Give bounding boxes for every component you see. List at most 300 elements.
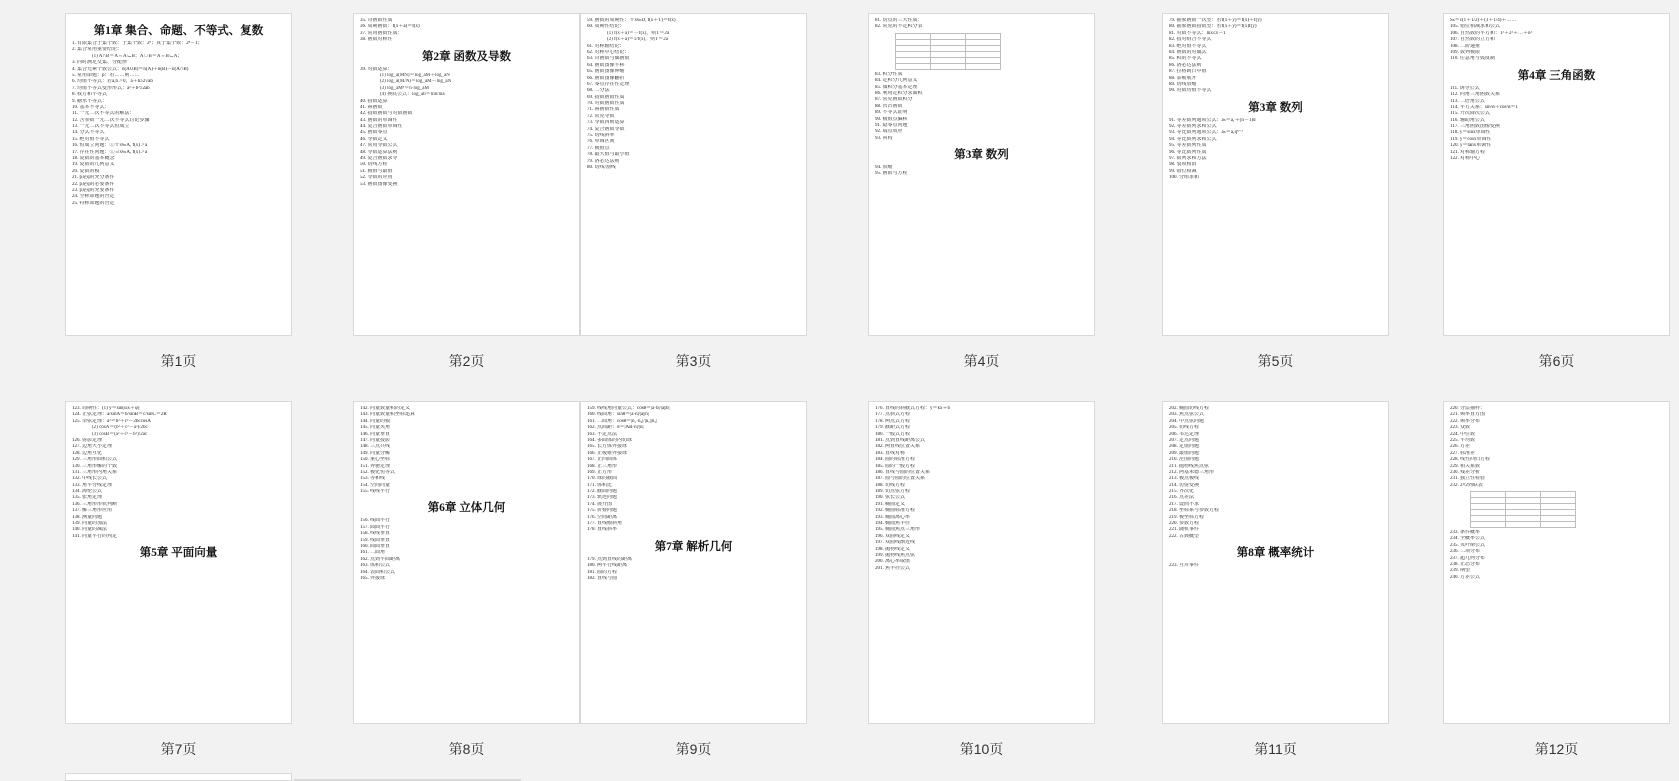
formula-line: 157. 面面平行: [360, 524, 391, 530]
formula-line: 178. 直线斜率: [587, 527, 618, 533]
formula-line: 125. 余弦定理：a²＝b²＋c²－2bccosA: [72, 418, 151, 424]
formula-line: 180. 一般式方程: [875, 431, 911, 437]
formula-line: 217. 设而不求: [1169, 501, 1200, 507]
formula-line: 42. 指数函数与对数函数: [360, 111, 413, 117]
formula-line: 206. 韦达定理: [1169, 431, 1200, 437]
formula-line: 94. 等比数列求和公式: [1169, 136, 1217, 142]
formula-line: 92. 端点效应: [875, 129, 903, 135]
formula-line: 81. 切点的三大性质：: [875, 18, 923, 23]
formula-line: 121. 对称轴方程: [1450, 149, 1486, 155]
formula-line: 43. 函数的单调性: [360, 117, 398, 123]
formula-line: 51. 极值与最值: [360, 168, 393, 174]
formula-line: 171. 体积比: [587, 482, 613, 488]
formula-line: (2) cosA＝(b²＋c²－a²)/2bc: [92, 425, 148, 431]
chapter-heading: 第4章 三角函数: [1517, 69, 1596, 82]
formula-line: 64. 函数图像平移: [587, 62, 625, 68]
formula-line: 70. 对数函数性质: [587, 101, 625, 107]
formula-line: 19. 复数的几何意义: [72, 162, 115, 168]
formula-line: (3) cosB＝(a²＋c²－b²)/2ac: [92, 431, 148, 437]
formula-line: (3) log_aMⁿ＝n·log_aM: [380, 85, 429, 91]
formula-line: 181. 圆的方程: [587, 569, 618, 575]
formula-line: 225. 平均数: [1450, 437, 1476, 443]
formula-line: 234. 全概率公式: [1450, 536, 1486, 542]
formula-line: 99. 错位相减: [1169, 168, 1197, 174]
page-content: [581, 14, 806, 335]
formula-line: 10. 基本不等式：: [72, 104, 110, 110]
formula-line: 73. 导数四则运算: [587, 120, 625, 126]
formula-line: 199. 抛物线焦点弦: [875, 552, 916, 558]
formula-line: 205. 切线方程: [1169, 425, 1200, 431]
page-thumbnail[interactable]: [1162, 401, 1389, 724]
formula-line: 238. 正态分布: [1450, 562, 1481, 568]
formula-line: 115. 升次降次公式: [1450, 111, 1490, 117]
formula-line: 187. 圆与圆的位置关系: [875, 476, 926, 482]
formula-line: 44. 复合函数单调性: [360, 124, 403, 130]
formula-line: 120. y＝tanx单调性: [1450, 143, 1492, 149]
formula-line: 190. 弦长公式: [875, 495, 906, 501]
formula-line: 14. 分式不等式: [72, 130, 105, 136]
formula-line: 126. 射影定理: [72, 437, 103, 443]
chapter-heading: 第5章 平面向量: [139, 547, 218, 560]
formula-line: 239. 期望: [1450, 568, 1471, 574]
formula-line: 96. 等比数列性质: [1169, 149, 1207, 155]
formula-line: 53. 函数图像变换: [360, 181, 398, 187]
formula-line: 95. 等差数列性质: [1169, 143, 1207, 149]
formula-line: 196. 双曲线定义: [875, 533, 911, 539]
formula-line: 84. 函数的对偶式: [1169, 49, 1207, 55]
formula-line: 108. 二阶递推: [1450, 43, 1481, 49]
page-thumbnail[interactable]: [1443, 13, 1670, 336]
formula-line: 197. 双曲线渐近线: [875, 540, 916, 546]
formula-line: 155. 线线平行: [360, 489, 391, 495]
formula-line: 66. 函数图像翻折: [587, 75, 625, 81]
formula-line: 63. 奇函数与偶函数: [587, 56, 630, 62]
formula-line: 78. 最大值与最小值: [587, 152, 630, 158]
formula-line: 223. 互斥事件: [1169, 563, 1200, 569]
formula-line: 144. 向量的模: [360, 418, 391, 424]
formula-line: 3. 同时满足交集、分配律: [72, 60, 128, 66]
formula-line: 210. 范围问题: [1169, 457, 1200, 463]
formula-line: 105. 错位相减求和公式: [1450, 24, 1501, 30]
formula-line: 61. 对称轴结论：: [587, 43, 625, 49]
formula-line: 82. 指对组合不等式: [1169, 37, 1212, 43]
formula-line: 158. 线线垂直: [360, 531, 391, 537]
formula-line: 20. 复数的模: [72, 168, 100, 174]
formula-line: 165. 外接球: [360, 575, 386, 581]
chapter-heading: 第3章 数列: [1248, 101, 1303, 114]
page-label[interactable]: 第2页: [448, 353, 485, 369]
formula-line: 188. 切线方程: [875, 482, 906, 488]
formula-line: 94. 放缩: [875, 165, 893, 171]
formula-line: 77. 极值点: [587, 145, 610, 151]
formula-line: 175. 折叠问题: [587, 508, 618, 514]
formula-line: 132. 中线长公式: [72, 476, 108, 482]
formula-line: 116. 辅助角公式: [1450, 117, 1485, 123]
formula-table: [895, 33, 1001, 70]
page-thumbnail[interactable]: [868, 13, 1095, 336]
formula-line: 124. 正弦定理：a/sinA＝b/sinB＝c/sinC＝2R: [72, 412, 167, 418]
formula-line: 130. 三角形解的个数: [72, 463, 118, 469]
formula-line: 160. 面面垂直: [360, 544, 391, 550]
chapter-heading: 第7章 解析几何: [654, 540, 733, 553]
formula-line: 65. 函数图像伸缩: [587, 69, 625, 75]
formula-line: 192. 椭圆标准方程: [875, 508, 916, 514]
formula-line: 12. 含参数一元二次不等式讨论步骤: [72, 117, 150, 123]
formula-line: 2. 集合常用重要结论：: [72, 47, 123, 53]
page-label[interactable]: 第12页: [1534, 741, 1579, 757]
formula-line: 67. 零点存在性定理: [587, 81, 630, 87]
formula-line: 235. 贝叶斯公式: [1450, 542, 1486, 548]
formula-line: (2) log_a(M/N)＝log_aM－log_aN: [380, 79, 452, 85]
formula-line: 68. 二分法: [587, 88, 610, 94]
formula-line: 229. 相关系数: [1450, 463, 1481, 469]
formula-line: 193. 椭圆离心率: [875, 514, 911, 520]
formula-line: 222. 古典概型: [1169, 533, 1200, 539]
formula-line: 35. 奇函数性质: [360, 18, 393, 23]
formula-line: 129. 三角形面积公式: [72, 457, 118, 463]
formula-line: 164. 表面积公式: [360, 569, 396, 575]
formula-line: 184. 圆的标准方程: [875, 457, 916, 463]
formula-line: 97. 数列求和方法: [1169, 156, 1207, 162]
formula-table: [1470, 491, 1576, 528]
formula-line: 24. 全称命题的否定: [72, 194, 115, 200]
formula-line: 100. 分组求和: [1169, 175, 1200, 181]
formula-line: 165. 长方体外接球: [587, 444, 628, 450]
formula-line: 80. 切线/割线: [587, 164, 616, 170]
page-label[interactable]: 第10页: [959, 741, 1004, 757]
formula-line: 93. 同构: [875, 135, 893, 141]
formula-line: 95. 函数与方程: [875, 171, 908, 177]
formula-line: 82. 常见的不定积分表: [875, 24, 923, 30]
formula-line: 228. 线性回归方程: [1450, 457, 1491, 463]
formula-line: 183. 直线对称: [875, 450, 906, 456]
formula-line: 138. 测量问题: [72, 514, 103, 520]
formula-line: 212. 阿基米德三角形: [1169, 469, 1215, 475]
formula-line: 162. 点到平面距离: [360, 556, 401, 562]
formula-line: 224. 中位数: [1450, 431, 1476, 437]
formula-line: 83. 积分性质: [875, 71, 903, 77]
formula-line: 240. 方差公式: [1450, 574, 1481, 580]
formula-line: 117. 三角函数图像变换: [1450, 124, 1500, 130]
formula-line: 135. 张角定理: [72, 495, 103, 501]
formula-line: 159. 线面垂直: [360, 537, 391, 543]
page-thumbnail-partial[interactable]: [65, 773, 292, 781]
formula-line: 15. 绝对值不等式: [72, 136, 110, 142]
formula-line: 142. 向量数量积的定义: [360, 406, 411, 411]
formula-line: 87. 常见函数积分: [875, 97, 913, 103]
page-content: [1163, 14, 1388, 335]
formula-line: 22. p是q的必要条件: [72, 181, 115, 187]
formula-line: 219. 极坐标方程: [1169, 514, 1205, 520]
formula-line: 195. 椭圆焦点三角形: [875, 527, 921, 533]
formula-line: 92. 等差数列求和公式: [1169, 124, 1217, 130]
formula-line: 87. 拉格朗日中值: [1169, 69, 1207, 75]
formula-line: 153. 等和线: [360, 476, 386, 482]
chapter-heading: 第2章 函数及导数: [421, 50, 512, 63]
formula-line: 17. 存在性问题：①∃x∈A, f(x)＞a: [72, 149, 148, 155]
formula-line: 23. p是q的充要条件: [72, 187, 115, 193]
formula-line: 152. 极化恒等式: [360, 469, 396, 475]
page-thumbnail[interactable]: [1443, 401, 1670, 724]
formula-line: 111. 诱导公式: [1450, 85, 1480, 91]
formula-line: 88. 凹凸函数: [875, 103, 903, 109]
formula-line: 159. 线线角向量公式：cosθ＝|a·b|/|a||b|: [587, 406, 670, 411]
formula-line: 93. 等比数列通项公式：aₙ＝a₁qⁿ⁻¹: [1169, 130, 1243, 136]
formula-line: 198. 抛物线定义: [875, 546, 911, 552]
page-content: [1444, 402, 1669, 723]
formula-line: 237. 超几何分布: [1450, 555, 1486, 561]
formula-line: 168. 正三角形: [587, 463, 618, 469]
formula-line: 59. 函数的周期性：∀x∈D, f(x＋T)＝f(x): [587, 18, 676, 23]
formula-line: 83. 绝对值不等式: [1169, 43, 1207, 49]
formula-line: 172. 截面问题: [587, 489, 618, 495]
formula-line: 226. 方差: [1450, 444, 1471, 450]
formula-line: 170. 球的截面: [587, 476, 618, 482]
formula-line: 113. 二倍角公式: [1450, 98, 1485, 104]
formula-line: 112. 同角三角函数关系: [1450, 92, 1500, 98]
formula-line: 41. 幂函数: [360, 104, 383, 110]
formula-line: 131. 三角形内角关系: [72, 469, 118, 475]
formula-line: 1. 有限集合子集个数：子集个数：2ⁿ；真子集个数：2ⁿ－1；: [72, 41, 203, 46]
formula-line: 84. 定积分几何意义: [875, 78, 918, 84]
formula-line: 147. 向量投影: [360, 437, 391, 443]
formula-line: 160. 线面角：sinθ＝|a·n|/|a||n|: [587, 412, 649, 418]
formula-line: 110. 任意角与弧度制: [1450, 56, 1495, 62]
formula-line: 223. 众数: [1450, 425, 1471, 431]
formula-line: 85. 积的不等式: [1169, 56, 1202, 62]
formula-line: 79. 洛必达法则: [587, 158, 620, 164]
chapter-heading: 第6章 立体几何: [427, 502, 506, 515]
formula-line: 36. 周期函数：f(x＋a)＝f(x): [360, 24, 420, 30]
formula-line: 69. 指数函数性质: [587, 94, 625, 100]
page-content: [66, 402, 291, 723]
formula-line: 114. 平方关系：sin²α＋cos²α＝1: [1450, 104, 1519, 110]
formula-line: 200. 离心率取值: [875, 559, 911, 565]
formula-line: 148. 三点共线: [360, 444, 391, 450]
page-content: [66, 14, 291, 335]
formula-line: 48. 导数运算法则: [360, 149, 398, 155]
formula-line: 37. 常用函数性质：: [360, 30, 403, 36]
page-label[interactable]: 第8页: [448, 741, 485, 757]
page-label[interactable]: 第6页: [1538, 353, 1575, 369]
formula-line: 133. 角平分线定理: [72, 482, 113, 488]
formula-line: 181. 点到直线距离公式: [875, 437, 926, 443]
formula-line: 13. 一元二次不等式恒成立: [72, 124, 130, 130]
page-label[interactable]: 第3页: [675, 353, 712, 369]
formula-line: 62. 对称中心结论：: [587, 49, 630, 55]
formula-line: 122. 对称中心: [1450, 156, 1481, 162]
formula-line: 21. p是q的充分条件: [72, 175, 115, 181]
formula-line: 232. 2×2列联表: [1450, 482, 1483, 488]
formula-line: 163. 不定点法: [587, 431, 618, 437]
formula-line: 47. 常用导数公式: [360, 143, 398, 149]
page-label[interactable]: 第5页: [1257, 353, 1294, 369]
formula-line: 150. 重心坐标: [360, 457, 391, 463]
formula-line: 177. 直线倾斜角: [587, 521, 623, 527]
formula-line: 85. 微积分基本定理: [875, 84, 918, 90]
formula-line: 203. 焦点弦公式: [1169, 412, 1205, 418]
page-content: [354, 14, 579, 335]
formula-line: 163. 体积公式: [360, 563, 391, 569]
formula-line: 91. 等差数列通项公式：aₙ＝a₁＋(n－1)d: [1169, 117, 1256, 123]
formula-line: 145. 向量夹角: [360, 425, 391, 431]
formula-line: 49. 复合函数求导: [360, 156, 398, 162]
formula-line: 161. 二面角: [360, 550, 386, 556]
page-content: [581, 402, 806, 723]
formula-line: 220. 分层抽样：: [1450, 406, 1486, 411]
formula-line: 218. 坐标系与参数方程: [1169, 508, 1220, 514]
formula-line: 123. 周期性：(1) y＝sin(ωx＋φ): [72, 406, 140, 411]
page-content: [1163, 402, 1388, 723]
formula-line: 89. 切线放缩: [1169, 81, 1197, 87]
formula-line: 156. 线面平行: [360, 518, 391, 524]
formula-line: 38. 函数对称性: [360, 37, 393, 43]
formula-line: 86. 利用定积分求面积: [875, 90, 923, 96]
formula-line: 176. 空间距离: [587, 514, 618, 520]
formula-line: 222. 频率分布: [1450, 418, 1481, 424]
formula-line: 72. 常见导数: [587, 113, 615, 119]
formula-line: 88. 泰勒展开: [1169, 75, 1197, 81]
formula-line: 143. 向量数量积坐标运算: [360, 412, 416, 418]
formula-line: 215. 齐次化: [1169, 489, 1195, 495]
formula-line: 164. 多面体的内切球: [587, 437, 633, 443]
formula-line: 71. 幂函数性质: [587, 107, 620, 113]
formula-line: 169. 正方形: [587, 469, 613, 475]
formula-line: 146. 向量垂直: [360, 431, 391, 437]
formula-line: 60. 周期性结论：: [587, 24, 625, 30]
page-label[interactable]: 第4页: [963, 353, 1000, 369]
formula-line: 74. 复合函数导数: [587, 126, 625, 132]
page-thumbnail[interactable]: [1162, 13, 1389, 336]
formula-line: 194. 椭圆焦半径: [875, 521, 911, 527]
formula-line: 149. 向量分解: [360, 450, 391, 456]
page-content: [1444, 14, 1669, 335]
page-label[interactable]: 第9页: [675, 741, 712, 757]
formula-line: 90. 极值点偏移: [875, 116, 908, 122]
formula-line: 7. 均值不等式变形形式：a²＋b²≥2ab: [72, 85, 150, 91]
formula-line: (1) f(x＋a)＝－f(x)，则T＝2a: [607, 30, 670, 36]
chapter-heading: 第8章 概率统计: [1236, 547, 1315, 560]
page-thumbnail[interactable]: [580, 13, 807, 336]
formula-line: 45. 函数零点: [360, 130, 388, 136]
formula-line: 76. 单调区间: [587, 139, 615, 145]
formula-line: 201. 焦半径公式: [875, 565, 911, 571]
formula-line: 75. 切线斜率: [587, 133, 615, 139]
formula-line: 39. 对数运算：: [360, 66, 393, 72]
page-thumbnail[interactable]: [353, 13, 580, 336]
formula-line: 176. 直线的斜截式方程：y＝kx＋b: [875, 406, 951, 411]
formula-line: 11. 一元二次不等式的解法：: [72, 111, 135, 117]
formula-line: 6. 均值不等式：若a,b＞0，a＋b≥2√ab: [72, 79, 153, 85]
formula-line: 139. 向量的加法: [72, 521, 108, 527]
formula-line: 4. 集合元素个数公式：n(A∪B)＝n(A)＋n(B)－n(A∩B): [72, 66, 189, 72]
formula-line: (1) log_a(MN)＝log_aM＋log_aN: [380, 72, 450, 78]
formula-line: 220. 参数方程: [1169, 521, 1200, 527]
formula-line: (4) 换底公式：log_ab＝lnb/lna: [380, 92, 445, 98]
formula-line: Sₙ＝c(1＋1/2)＋(1＋1/4)＋……: [1450, 18, 1517, 23]
page-thumbnail[interactable]: [353, 401, 580, 724]
formula-line: 213. 极点极线: [1169, 476, 1200, 482]
formula-line: 236. 二项分布: [1450, 549, 1481, 555]
formula-line: (2) f(x＋a)＝1/f(x)，则T＝2a: [607, 37, 668, 43]
formula-line: 106. 自然数的平方和：1²＋2²＋…＋n²: [1450, 30, 1532, 36]
formula-line: 140. 向量的减法: [72, 527, 108, 533]
formula-line: 25. 特称命题的否定: [72, 200, 115, 206]
formula-line: 79. 抽象函数一次型：若f(x＋y)＝f(x)＋f(y): [1169, 18, 1262, 23]
formula-line: 182. 两直线位置关系: [875, 444, 921, 450]
page-label[interactable]: 第7页: [160, 741, 197, 757]
formula-line: (1) A∩B＝A⇔A⊆B；A∪B＝A⇔B⊆A；: [92, 53, 183, 59]
formula-line: 141. 向量平行的判定: [72, 533, 118, 539]
page-thumbnail[interactable]: [65, 13, 292, 336]
formula-line: 162. 点面距：d＝|AB·n|/|n|: [587, 425, 644, 431]
page-thumbnail[interactable]: [580, 401, 807, 724]
formula-line: 161. 二面角：cosθ＝|n₁·n₂|/|n₁||n₂|: [587, 418, 658, 424]
page-content: [869, 402, 1094, 723]
formula-line: 134. 海伦公式: [72, 489, 103, 495]
formula-line: 90. 对数均值不等式: [1169, 88, 1212, 94]
formula-line: 81. 对数不等式：lnx≤x－1: [1169, 30, 1226, 36]
formula-line: 128. 边角互化: [72, 450, 103, 456]
formula-line: 107. 自然数的立方和: [1450, 37, 1496, 43]
formula-line: 182. 直线与圆: [587, 575, 618, 581]
formula-line: 216. 点差法: [1169, 495, 1195, 501]
formula-line: 46. 导数定义: [360, 136, 388, 142]
formula-line: 91. 隐零点问题: [875, 122, 908, 128]
page-label[interactable]: 第1页: [160, 353, 197, 369]
formula-line: 180. 两平行线距离: [587, 563, 628, 569]
formula-line: 208. 定值问题: [1169, 444, 1200, 450]
page-content: [354, 402, 579, 723]
formula-line: 151. 奔驰定理: [360, 463, 391, 469]
formula-line: 50. 切线方程: [360, 162, 388, 168]
formula-line: 127. 边角大小定理: [72, 444, 113, 450]
formula-line: 214. 仿射变换: [1169, 482, 1200, 488]
formula-line: 40. 指数运算: [360, 98, 388, 104]
formula-line: 179. 点到直线的距离: [587, 556, 633, 562]
formula-line: 154. 空间向量: [360, 482, 391, 488]
page-thumbnail[interactable]: [65, 401, 292, 724]
formula-line: 179. 截距式方程: [875, 425, 911, 431]
formula-line: 221. 频率直方图: [1450, 412, 1486, 418]
formula-line: 230. 残差分析: [1450, 469, 1481, 475]
formula-line: 86. 洛必达法则: [1169, 62, 1202, 68]
formula-line: 227. 标准差: [1450, 450, 1476, 456]
formula-line: 5. 常用命题：p：若……则……: [72, 72, 140, 78]
page-label[interactable]: 第11页: [1254, 741, 1297, 757]
formula-line: 166. 正棱锥外接球: [587, 450, 628, 456]
formula-line: 8. 权方和不等式: [72, 92, 108, 98]
formula-line: 137. 解三角形应用: [72, 508, 113, 514]
formula-line: 136. 三角形形状判断: [72, 501, 118, 507]
formula-line: 119. y＝cosx单调性: [1450, 136, 1492, 142]
formula-line: 16. 恒成立问题：①∀x∈A, f(x)＞a: [72, 143, 148, 149]
formula-line: 118. y＝sinx单调性: [1450, 130, 1491, 136]
formula-line: 191. 椭圆定义: [875, 501, 906, 507]
formula-line: 177. 点斜式方程: [875, 412, 911, 418]
formula-line: 233. 条件概率: [1450, 530, 1481, 536]
formula-line: 89. 不等式证明: [875, 110, 908, 116]
formula-line: 9. 糖水不等式：: [72, 98, 108, 104]
formula-line: 186. 直线与圆的位置关系: [875, 469, 931, 475]
formula-line: 204. 中点弦问题: [1169, 418, 1205, 424]
formula-line: 185. 圆的一般方程: [875, 463, 916, 469]
formula-line: 221. 随机事件: [1169, 527, 1200, 533]
page-thumbnail[interactable]: [868, 401, 1095, 724]
formula-line: 52. 导数的应用: [360, 175, 393, 181]
chapter-heading: 第3章 数列: [954, 149, 1009, 162]
formula-line: 209. 最值问题: [1169, 450, 1200, 456]
